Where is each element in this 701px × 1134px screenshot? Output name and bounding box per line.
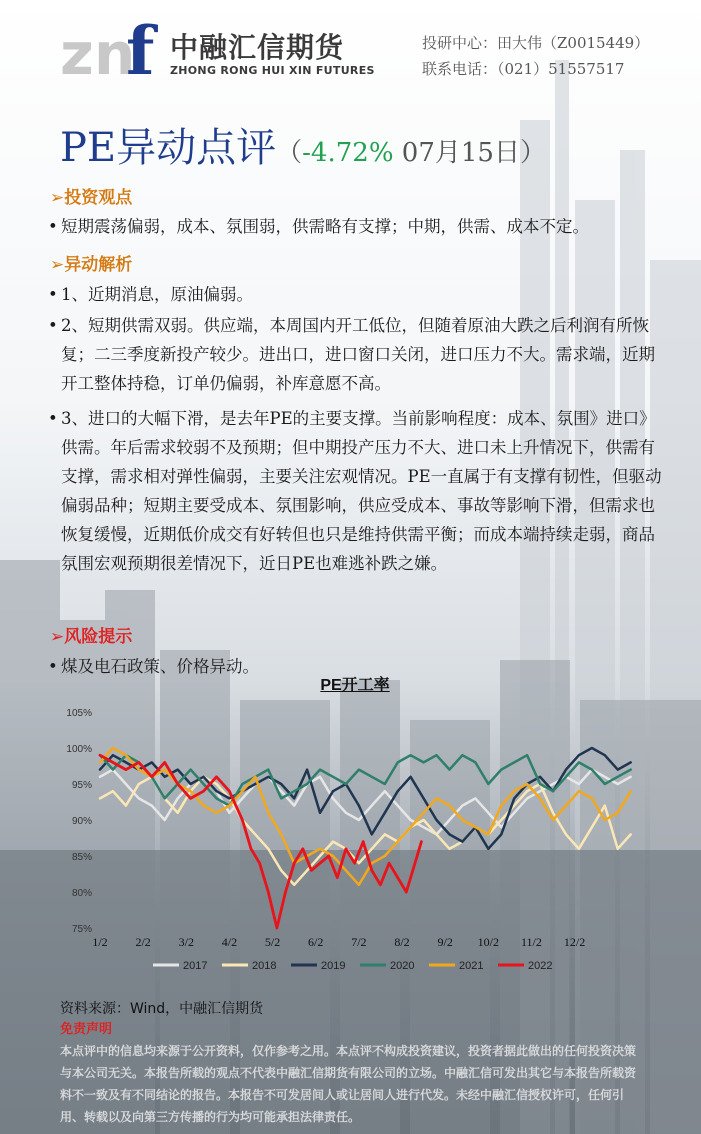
title-main: PE异动点评: [60, 125, 277, 171]
investment-view-paragraph: [48, 212, 668, 241]
series-line-2019: [100, 748, 631, 849]
y-tick-label: 80%: [71, 888, 92, 899]
company-logo: [60, 12, 380, 82]
x-tick-label: 11/2: [521, 935, 542, 949]
y-tick-label: 105%: [66, 708, 92, 719]
svg-text:n: n: [94, 20, 136, 82]
section-risk-heading: ➢风险提示: [50, 627, 133, 647]
section-investment-view-heading: ➢投资观点: [50, 188, 133, 208]
disclaimer-heading: 免责声明: [60, 1022, 113, 1037]
title-change: -4.72%: [302, 138, 394, 168]
analysis-point-3-text: 3、进口的大幅下滑，是去年PE的主要支撑。当前影响程度：成本、氛围》进口》供需。年后需求较弱不及预期；但中期投产压力不大、进口未上升情况下，供需有支撑，需求相对弹性偏弱，主要关注宏观情况。PE一直属于有支撑有韧性，但驱动偏弱品种；短期主要受成本、氛围影响，供应受成本、事故等影响下滑，但需求也恢复缓慢，近期低价成交有好转但也只是维持供需平衡；而成本端持续走弱，商品氛围宏观预期很差情况下，近日PE也难逃补跌之嫌。: [61, 409, 662, 573]
x-tick-label: 3/2: [178, 935, 194, 949]
legend-label-2019: 2019: [321, 960, 346, 972]
pe-operating-rate-chart: [55, 672, 655, 982]
x-tick-label: 5/2: [264, 935, 281, 949]
series-line-2018: [100, 777, 631, 885]
y-tick-label: 95%: [71, 780, 92, 791]
series-line-2021: [100, 748, 631, 885]
contact-researcher: 投研中心：田大伟（Z0015449）: [422, 34, 650, 52]
analysis-point-2-text: 2、短期供需双弱。供应端，本周国内开工低位，但随着原油大跌之后利润有所恢复；二三季度新投产较少。进出口，进口窗口关闭，进口压力不大。需求端，近期开工整体持稳，订单仍偏弱，补库意愿不高。: [61, 316, 655, 393]
logo-english-name: ZHONG RONG HUI XIN FUTURES: [170, 64, 375, 77]
legend-label-2017: 2017: [183, 960, 208, 972]
page-title: [60, 116, 546, 173]
title-date: 07月15日）: [393, 138, 546, 168]
bullet: •: [48, 316, 58, 335]
y-tick-label: 85%: [71, 852, 92, 863]
logo-chinese-name: 中融汇信期货: [170, 31, 345, 64]
x-tick-label: 2/2: [135, 935, 151, 949]
y-tick-label: 90%: [71, 816, 92, 827]
legend-label-2022: 2022: [528, 960, 553, 972]
series-line-2017: [100, 770, 631, 835]
legend-label-2021: 2021: [459, 960, 484, 972]
x-tick-label: 1/2: [92, 935, 108, 949]
data-source: 资料来源：Wind，中融汇信期货: [60, 1001, 264, 1017]
section-analysis-heading: ➢异动解析: [50, 255, 133, 275]
investment-view-text: 短期震荡偏弱，成本、氛围弱，供需略有支撑；中期，供需、成本不定。: [61, 217, 589, 236]
y-tick-label: 75%: [71, 924, 92, 935]
x-tick-label: 12/2: [563, 935, 586, 949]
y-tick-label: 100%: [66, 744, 92, 755]
contact-phone: 联系电话：（021）51557517: [422, 60, 625, 78]
chart-title: PE开工率: [320, 677, 390, 694]
svg-text:f: f: [126, 12, 155, 82]
bullet: •: [48, 217, 58, 236]
chart-svg: [55, 672, 655, 982]
x-tick-label: 7/2: [351, 935, 367, 949]
analysis-point-2: [48, 311, 668, 398]
title-paren-open: （: [276, 138, 303, 168]
disclaimer-text: 本点评中的信息均来源于公开资料，仅作参考之用。本点评不构成投资建议，投资者据此做出的任何投资决策与本公司无关。本报告所载的观点不代表中融汇信期货有限公司的立场。中融汇信可发出其它与本报告所载资料不一致及有不同结论的报告。本报告不可发居间人或让居间人进行代发。未经中融汇信授权许可，任何引用、转载以及向第三方传播的行为均可能承担法律责任。: [60, 1044, 637, 1124]
x-tick-label: 6/2: [308, 935, 324, 949]
x-tick-label: 9/2: [437, 935, 453, 949]
svg-text:z: z: [60, 20, 94, 82]
x-tick-label: 4/2: [221, 935, 238, 949]
risk-text: 煤及电石政策、价格异动。: [61, 657, 259, 676]
x-tick-label: 10/2: [477, 935, 499, 949]
analysis-point-1: [48, 280, 668, 309]
x-tick-label: 8/2: [394, 935, 410, 949]
analysis-point-1-text: 1、近期消息，原油偏弱。: [61, 285, 253, 304]
bullet: •: [48, 285, 58, 304]
bullet: •: [48, 657, 58, 676]
contact-info: [422, 30, 649, 82]
analysis-point-3: [48, 404, 668, 578]
znf-logo-icon: [60, 12, 165, 82]
bullet: •: [48, 409, 58, 428]
legend-label-2020: 2020: [390, 960, 415, 972]
legend-label-2018: 2018: [252, 960, 277, 972]
